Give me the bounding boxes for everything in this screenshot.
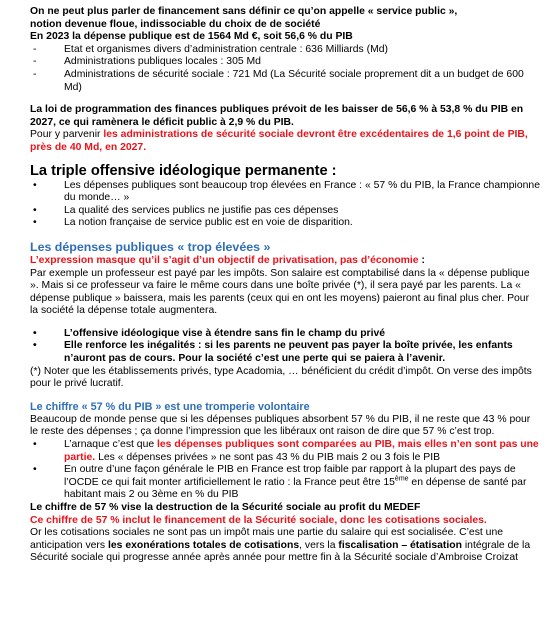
list-item-text: La qualité des services publics ne justifie pas ces dépenses [64,204,339,216]
list-item-text: L’offensive idéologique vise à étendre sans fin le champ du privé [64,327,386,339]
list-item-text: L’arnaque c’est que [64,439,158,451]
list-item [30,44,540,57]
list-item [30,205,540,218]
bullet-marker: • [33,327,37,339]
list-item [30,217,540,230]
bullet-marker: • [33,439,37,451]
list-item-text: Les « dépenses privées » ne sont pas 43 % du PIB mais 2 ou 3 fois le PIB [95,451,441,463]
list-item [30,340,540,365]
list-item-text: Administrations de sécurité sociale : 721 Md (La Sécurité sociale proprement dit a un budget de 600 Md) [64,68,524,93]
pib-final-paragraph [30,527,540,565]
pib-paragraph: Beaucoup de monde pense que si les dépenses publiques absorbent 57 % du PIB, il ne reste que 43 % pour le reste des dépenses ; ça donne l’impression que les libéraux ont raison de dire que 57 % c’est trop. [30,413,531,438]
dash-marker: - [33,56,37,68]
list-item-highlight: les dépenses publiques sont comparées au PIB, mais elles n’en sont pas une partie. [64,439,539,463]
pib-heading: Le chiffre « 57 % du PIB » est une tromperie volontaire [30,400,310,413]
intro-line-2: notion devenue floue, indissociable du choix de de société [30,18,321,30]
bullet-marker: • [33,340,37,352]
spending-heading: Les dépenses publiques « trop élevées » [30,239,271,254]
law-paragraph-2 [30,129,540,154]
spending-paragraph: Par exemple un professeur est payé par les impôts. Son salaire est comptabilisé dans la « dépense publique ». Mais si ce professeur va faire le même cours dans une boîte privée (*), il sera payé par les parents. La « dépense publique » baissera, mais les parents (ceux qui en ont les moyens) paieront au final plus cher. Pour la société la dépense totale augmentera. [30,267,530,317]
dash-marker: - [33,43,37,55]
pib-red-line: Ce chiffre de 57 % inclut le financement de la Sécurité sociale, donc les cotisations sociales. [30,514,487,526]
list-item [30,69,540,94]
list-item-text: La notion française de service public est en voie de disparition. [64,217,353,229]
list-item [30,328,540,341]
dash-marker: - [33,68,37,80]
text-span: , vers la [299,539,339,551]
bullet-marker: • [33,217,37,229]
intro-line-3: En 2023 la dépense publique est de 1564 Md €, soit 56,6 % du PIB [30,31,353,43]
pib-bold-line: Le chiffre de 57 % vise la destruction de la Sécurité sociale au profit du MEDEF [30,502,421,513]
bullet-marker: • [33,464,37,476]
list-item-text: Elle renforce les inégalités : si les parents ne peuvent pas payer la boîte privée, les enfants n’auront pas de cours. Pour la société c’est une perte qui se paiera à l’avenir. [64,340,513,365]
spending-subheading-colon: : [418,254,425,266]
bullet-marker: • [33,179,37,191]
text-span-bold: fiscalisation – étatisation [338,539,462,551]
triple-offensive-heading: La triple offensive idéologique permanente : [30,162,337,179]
text-span-bold: les exonérations totales de cotisations [107,539,300,551]
footnote: (*) Noter que les établissements privés, type Acadomia, … bénéficient du crédit d’impôt. On verse des impôts pour le privé lucratif. [30,365,532,390]
intro-line-1: On ne peut plus parler de financement sans définir ce qu’on appelle « service public », [30,6,458,17]
list-item [30,180,540,205]
list-item-text: Etat et organismes divers d’administration centrale : 636 Milliards (Md) [64,43,388,55]
text-span: Or les cotisations sociales ne sont pas un impôt mais une partie du salaire qui est socialisée. C’est une anticipation vers [30,527,504,551]
list-item [30,439,540,464]
spending-subheading-text: L’expression masque qu’il s’agit d’un objectif de privatisation, pas d’économie [30,254,419,266]
law-paragraph: La loi de programmation des finances publiques prévoit de les baisser de 56,6 % à 53,8 % du PIB en 2027, ce qui ramènera le déficit public à 2,9 % du PIB. [30,104,524,128]
list-item-text: En outre d’une façon générale le PIB en France est trop faible par rapport à la plupart des pays de l’OCDE ce qui fait monter artificiellement le ratio : la France peut être 15 [64,464,516,488]
law-highlight: les administrations de sécurité sociale devront être excédentaires de 1,6 point de PIB, près de 40 Md, en 2027. [30,129,528,153]
bullet-marker: • [33,204,37,216]
law-text: Pour y parvenir [30,129,104,141]
text-span: intégrale de la Sécurité sociale qui progresse année après année pour mettre fin à la Sécurité sociale d’Ambroise Croizat [30,539,531,564]
spending-subheading [30,255,540,268]
list-item-text: en dépense de santé par habitant mais 2 ou 3ème en % du PIB [64,476,527,501]
list-item [30,56,540,69]
list-item-text: Administrations publiques locales : 305 Md [64,56,261,68]
list-item [30,464,540,502]
superscript: ème [394,475,409,483]
list-item-text: Les dépenses publiques sont beaucoup trop élevées en France : « 57 % du PIB, la France championne du monde… » [64,179,540,204]
